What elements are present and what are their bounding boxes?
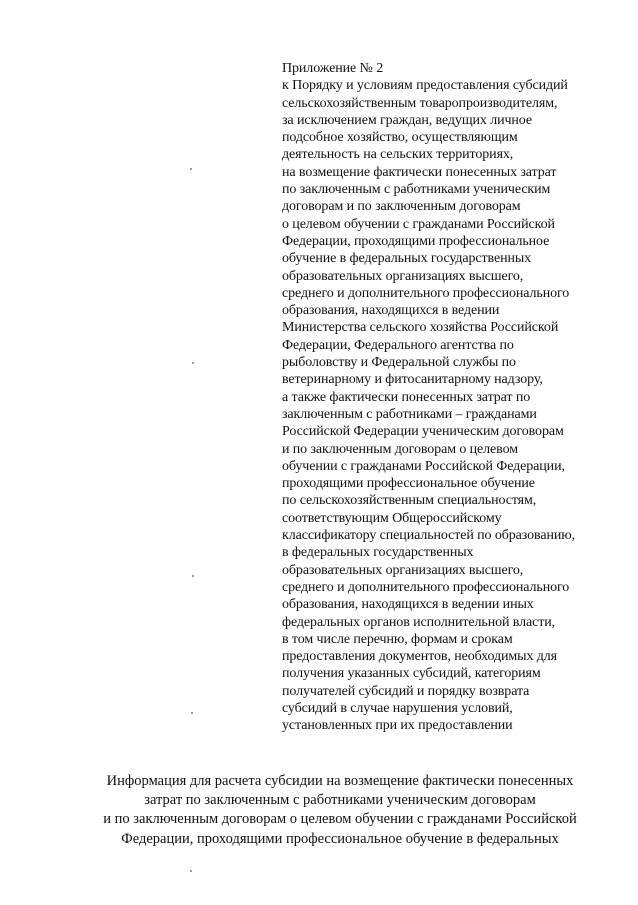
title-line: Информация для расчета субсидии на возмещение фактически понесенных xyxy=(106,773,574,789)
appendix-line: соответствующим Общероссийскому xyxy=(282,510,502,526)
scan-speck xyxy=(192,362,194,364)
appendix-line: образовательных организациях высшего, xyxy=(282,562,524,578)
appendix-header xyxy=(282,60,622,735)
appendix-line: заключенным с работниками – гражданами xyxy=(282,406,537,422)
appendix-line: предоставления документов, необходимых для xyxy=(282,649,558,665)
appendix-line: рыболовству и Федеральной службы по xyxy=(282,355,516,371)
appendix-line: в федеральных государственных xyxy=(282,545,474,561)
appendix-line: и по заключенным договорам о целевом xyxy=(282,441,518,457)
appendix-line: образования, находящихся в ведении иных xyxy=(282,597,534,613)
appendix-line: по сельскохозяйственным специальностям, xyxy=(282,493,537,509)
appendix-line: по заключенным с работниками ученическим xyxy=(282,182,551,198)
appendix-line: среднего и дополнительного профессионального xyxy=(282,579,570,595)
scan-speck xyxy=(192,575,194,577)
appendix-line: федеральных органов исполнительной власти, xyxy=(282,614,556,630)
appendix-line: в том числе перечню, формам и срокам xyxy=(282,631,513,647)
title-line: и по заключенным договорам о целевом обучении с гражданами Российской xyxy=(103,811,577,828)
appendix-line: на возмещение фактически понесенных затрат xyxy=(282,164,557,180)
scan-speck xyxy=(191,712,193,714)
appendix-line: субсидий в случае нарушения условий, xyxy=(282,700,513,716)
appendix-line: о целевом обучении с гражданами Российской xyxy=(282,216,555,232)
scan-speck xyxy=(190,168,192,170)
appendix-line: проходящими профессиональное обучение xyxy=(282,476,535,492)
appendix-line: сельскохозяйственным товаропроизводителям, xyxy=(282,95,558,111)
appendix-line: за исключением граждан, ведущих личное xyxy=(282,112,532,128)
appendix-number: Приложение № 2 xyxy=(282,61,384,76)
scan-speck xyxy=(190,870,192,872)
appendix-line: установленных при их предоставлении xyxy=(282,718,513,734)
title-line: затрат по заключенным с работниками ученическим договорам xyxy=(144,792,536,809)
appendix-line: обучении с гражданами Российской Федерации, xyxy=(282,458,565,474)
document-title xyxy=(60,772,620,849)
appendix-line: Федерации, Федерального агентства по xyxy=(282,337,514,353)
title-line: Федерации, проходящими профессиональное обучение в федеральных xyxy=(121,830,559,847)
appendix-line: Федерации, проходящими профессиональное xyxy=(282,233,550,249)
appendix-line: получателей субсидий и порядку возврата xyxy=(282,683,530,699)
appendix-line: образовательных организациях высшего, xyxy=(282,268,524,284)
appendix-line: Министерства сельского хозяйства Российской xyxy=(282,320,559,336)
appendix-line: Российской Федерации ученическим договорам xyxy=(282,424,564,440)
appendix-line: а также фактически понесенных затрат по xyxy=(282,389,531,405)
appendix-line: обучение в федеральных государственных xyxy=(282,251,532,267)
appendix-line: подсобное хозяйство, осуществляющим xyxy=(282,130,518,146)
appendix-line: среднего и дополнительного профессионального xyxy=(282,285,570,301)
appendix-line: договорам и по заключенным договорам xyxy=(282,199,521,215)
appendix-line: деятельность на сельских территориях, xyxy=(282,147,514,163)
appendix-line: классификатору специальностей по образованию, xyxy=(282,528,576,544)
appendix-line: образования, находящихся в ведении xyxy=(282,303,500,319)
appendix-line: получения указанных субсидий, категориям xyxy=(282,666,541,682)
appendix-line: к Порядку и условиям предоставления субсидий xyxy=(282,78,568,94)
appendix-line: ветеринарному и фитосанитарному надзору, xyxy=(282,372,543,388)
